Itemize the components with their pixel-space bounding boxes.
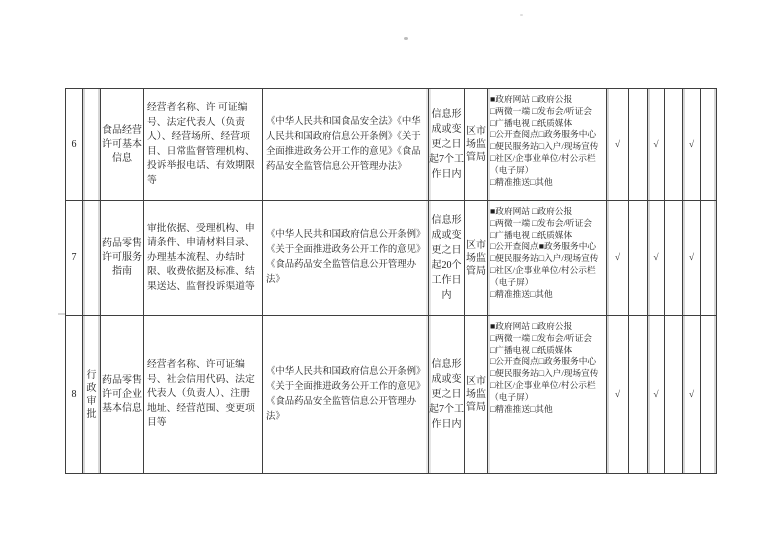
channel-label: 纸质媒体 [537,344,573,355]
check-mark-cell: √ [607,316,629,474]
unchecked-box-icon: □ [490,253,496,264]
channel-label: 两微一端 [495,332,530,343]
unchecked-box-icon: □ [490,288,496,299]
channel-line [490,333,604,345]
category-vertical-char: 审 [86,395,97,407]
channel-line [490,380,604,404]
channel-label: 政府网站 [495,94,530,104]
channel-line [490,206,604,218]
category-cell [83,316,101,474]
unchecked-box-icon: □ [490,152,496,163]
channel-line [490,230,604,242]
channel-label: 政务服务中心 [543,129,597,140]
channel-label: 其他 [535,176,553,187]
channel-label: 政府公报 [537,94,573,104]
channel-label: 公开查阅点 [495,241,539,252]
channel-label: 广播电视 [495,117,530,128]
check-mark-cell: √ [683,89,701,201]
item-name-cell: 食品经营许可基本信息 [101,89,144,201]
channel-label: 公开查阅点 [495,356,539,367]
unchecked-box-icon: □ [538,129,544,140]
legal-basis-cell: 《中华人民共和国食品安全法》《中华人民共和国政府信息公开条例》《关于全面推进政务公开工作的意见》《食品药品安全监管信息公开管理办法》 [263,89,429,201]
channel-label: 精准推送 [495,288,530,299]
unchecked-box-icon: □ [532,229,538,240]
unchecked-box-icon: □ [532,344,538,355]
channel-label: 入户/现场宣传 [543,141,599,152]
channel-label: 两微一端 [495,105,530,116]
channel-label: 发布会/听证会 [537,332,592,343]
category-cell [83,201,101,316]
check-mark-cell: √ [683,201,701,316]
time-limit-cell: 信息形成或变更之日起7个工作日内 [429,316,465,474]
unchecked-box-icon: □ [490,264,496,275]
unchecked-box-icon: □ [490,403,496,414]
channel-line [490,118,604,130]
channel-label: 广播电视 [495,229,530,240]
channel-line [490,289,604,301]
channel-line [490,404,604,416]
channel-label: 两微一端 [495,217,530,228]
channel-label: 政府公报 [537,321,573,331]
unchecked-box-icon: □ [490,129,496,140]
content-description-cell: 经营者名称、许 可证编号、法定代表人（负责人）、经营场所、经营项目、日常监督管理机构、投诉举报电话、有效期限等 [144,89,263,201]
unchecked-box-icon: □ [538,141,544,152]
disclosure-channels-cell [488,316,607,474]
channel-label: 纸质媒体 [537,117,573,128]
channel-label: 便民服务站 [495,368,539,379]
unchecked-box-icon: □ [490,141,496,152]
unchecked-box-icon: □ [532,94,538,104]
table-row [66,316,717,474]
channel-label: 公开查阅点 [495,129,539,140]
check-mark-cell: √ [683,316,701,474]
unchecked-box-icon: □ [490,379,496,390]
scan-noise-speck [404,37,408,40]
unchecked-box-icon: □ [490,368,496,379]
time-limit-cell: 信息形成或变更之日起20个工作日内 [429,201,465,316]
content-description-cell: 经营者名称、许可证编号、社会信用代码、法定代表人（负责人）、注册地址、经营范围、变更项目等 [144,316,263,474]
item-name-cell: 药品零售许可企业基本信息 [101,316,144,474]
channel-label: 入户/现场宣传 [543,253,599,264]
item-name-cell: 药品零售许可服务指南 [101,201,144,316]
channel-line [490,265,604,289]
department-cell: 区市场监管局 [465,316,488,474]
unchecked-box-icon: □ [538,253,544,264]
check-mark-cell: √ [607,201,629,316]
empty-check-cell [665,201,683,316]
channel-label: 便民服务站 [495,253,539,264]
channel-line [490,141,604,153]
table-row [66,201,717,316]
row-number-cell: 6 [66,89,83,201]
checked-box-icon: ■ [490,206,496,216]
check-mark-cell: √ [607,89,629,201]
disclosure-table [65,88,717,474]
channel-label: 其他 [535,288,553,299]
empty-check-cell [629,89,648,201]
checked-box-icon: ■ [538,241,544,252]
empty-check-cell [701,89,717,201]
check-mark-cell: √ [648,89,665,201]
department-cell: 区市场监管局 [465,89,488,201]
empty-check-cell [665,316,683,474]
channel-line [490,356,604,368]
unchecked-box-icon: □ [538,368,544,379]
time-limit-cell: 信息形成或变更之日起7个工作日内 [429,89,465,201]
row-number-cell: 7 [66,201,83,316]
table-row [66,89,717,201]
empty-check-cell [665,89,683,201]
channel-line [490,94,604,106]
channel-label: 社区/企事业单位/村公示栏（电子屏） [490,264,596,287]
unchecked-box-icon: □ [490,105,496,116]
unchecked-box-icon: □ [530,288,536,299]
content-description-cell: 审批依据、受理机构、申请条件、申请材料目录、办理基本流程、办结时限、收费依据及标准、结果送达、监督投诉渠道等 [144,201,263,316]
channel-label: 政务服务中心 [543,356,597,367]
unchecked-box-icon: □ [532,332,538,343]
channel-line [490,106,604,118]
channel-line [490,153,604,177]
channel-label: 政府公报 [537,206,573,216]
empty-check-cell [701,316,717,474]
channel-label: 社区/企事业单位/村公示栏（电子屏） [490,379,596,402]
unchecked-box-icon: □ [490,217,496,228]
category-cell [83,89,101,201]
department-cell: 区市场监管局 [465,201,488,316]
channel-label: 社区/企事业单位/村公示栏（电子屏） [490,152,596,175]
unchecked-box-icon: □ [532,117,538,128]
channel-label: 便民服务站 [495,141,539,152]
channel-line [490,368,604,380]
channel-line [490,177,604,189]
channel-line [490,218,604,230]
check-mark-cell: √ [648,201,665,316]
channel-label: 其他 [535,403,553,414]
scan-noise-speck [520,14,523,16]
channel-label: 广播电视 [495,344,530,355]
unchecked-box-icon: □ [490,332,496,343]
disclosure-channels-cell [488,89,607,201]
legal-basis-cell: 《中华人民共和国政府信息公开条例》《关于全面推进政务公开工作的意见》《食品药品安全监管信息公开管理办法》 [263,316,429,474]
empty-check-cell [701,201,717,316]
row-number-cell: 8 [66,316,83,474]
channel-label: 政府网站 [495,321,530,331]
legal-basis-cell: 《中华人民共和国政府信息公开条例》《关于全面推进政务公开工作的意见》《食品药品安全监管信息公开管理办法》 [263,201,429,316]
channel-label: 发布会/听证会 [537,217,592,228]
category-vertical-char: 行 [86,369,97,381]
channel-line [490,253,604,265]
channel-label: 精准推送 [495,176,530,187]
channel-label: 纸质媒体 [537,229,573,240]
empty-check-cell [629,201,648,316]
channel-label: 入户/现场宣传 [543,368,599,379]
unchecked-box-icon: □ [490,356,496,367]
unchecked-box-icon: □ [530,403,536,414]
empty-check-cell [629,316,648,474]
check-mark-cell: √ [648,316,665,474]
channel-label: 发布会/听证会 [537,105,592,116]
unchecked-box-icon: □ [490,344,496,355]
channel-label: 政务服务中心 [543,241,597,252]
unchecked-box-icon: □ [490,241,496,252]
unchecked-box-icon: □ [490,117,496,128]
unchecked-box-icon: □ [490,229,496,240]
channel-line [490,129,604,141]
channel-line [490,345,604,357]
scan-noise-speck [58,313,65,315]
disclosure-channels-cell [488,201,607,316]
unchecked-box-icon: □ [490,176,496,187]
category-vertical-char: 政 [86,382,97,394]
unchecked-box-icon: □ [532,206,538,216]
channel-label: 政府网站 [495,206,530,216]
channel-line [490,321,604,333]
checked-box-icon: ■ [490,94,496,104]
unchecked-box-icon: □ [532,321,538,331]
channel-line [490,241,604,253]
checked-box-icon: ■ [490,321,496,331]
unchecked-box-icon: □ [530,176,536,187]
unchecked-box-icon: □ [532,217,538,228]
unchecked-box-icon: □ [538,356,544,367]
channel-label: 精准推送 [495,403,530,414]
unchecked-box-icon: □ [532,105,538,116]
category-vertical-char: 批 [86,408,97,420]
